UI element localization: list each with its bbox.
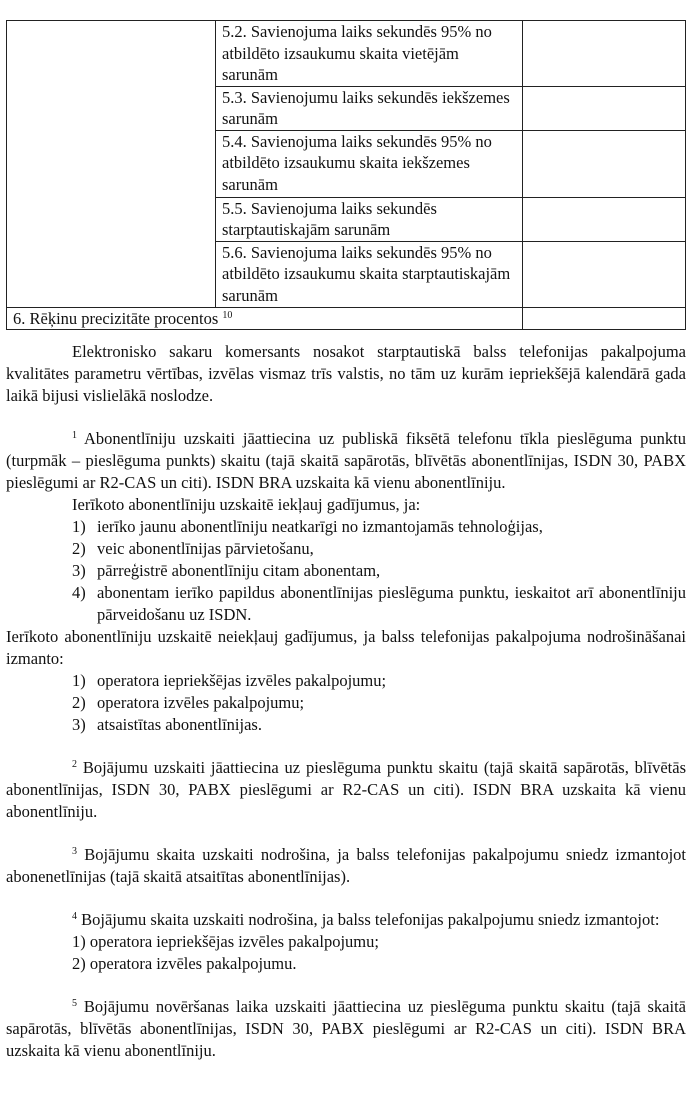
- table-cell-value: [523, 307, 686, 330]
- footnote-marker: 1: [72, 430, 77, 441]
- list-item: 1) operatora iepriekšējas izvēles pakalpojumu;: [72, 932, 379, 951]
- footnote-2: [6, 757, 686, 823]
- footnote-5: [6, 996, 686, 1062]
- list-number: 1): [72, 517, 86, 536]
- table-cell-parameter: [7, 307, 523, 330]
- exclusion-intro: Ierīkoto abonentlīniju uzskaitē neiekļauj gadījumus, ja balss telefonijas pakalpojuma nodrošināšanai izmanto:: [6, 627, 686, 668]
- footnote-marker: 2: [72, 759, 77, 770]
- footnote-text: Bojājumu novēršanas laika uzskaiti jāattiecina uz pieslēguma punktu skaitu (tajā skaitā sapārotās, blīvētās abonentlīnijas, ISDN 30, PABX pieslēgumi ar R2-CAS un citi). ISDN BRA uzskaita kā vienu abonentlīniju.: [6, 997, 686, 1060]
- list-text: atsaistītas abonentlīnijas.: [97, 715, 262, 734]
- table-cell-value: [523, 241, 686, 307]
- list-text: operatora iepriekšējas izvēles pakalpojumu;: [97, 671, 387, 690]
- table-cell-parameter: 5.3. Savienojumu laiks sekundēs iekšzemes sarunām: [216, 86, 523, 130]
- footnote-marker: 4: [72, 911, 77, 922]
- table-row: [7, 21, 686, 87]
- list-number: 2): [72, 693, 86, 712]
- list-item: [6, 714, 686, 736]
- footnote-marker: 5: [72, 998, 77, 1009]
- footnote-text: Bojājumu skaita uzskaiti nodrošina, ja balss telefonijas pakalpojumu sniedz izmantojot abonenetlīnijas (tajā skaitā atsaitītas abonentlīnijas).: [6, 845, 686, 886]
- list-text: abonentam ierīko papildus abonentlīnijas pieslēguma punktu, ieskaitot arī abonentlīniju pārveidošanu uz ISDN.: [97, 583, 686, 624]
- footnote-text: Bojājumu uzskaiti jāattiecina uz pieslēguma punktu skaitu (tajā skaitā sapārotās, blīvētās abonentlīnijas, ISDN 30, PABX pieslēgumi ar R2-CAS un citi). ISDN BRA uzskaita kā vienu abonentlīniju.: [6, 758, 686, 821]
- list-number: 3): [72, 715, 86, 734]
- table-cell-value: [523, 21, 686, 87]
- list-item: [6, 670, 686, 692]
- list-number: 2): [72, 539, 86, 558]
- footnote-ref: 10: [222, 309, 233, 321]
- table-cell-value: [523, 86, 686, 130]
- table-cell-parameter: 5.6. Savienojuma laiks sekundēs 95% no atbildēto izsaukumu skaita starptautiskajām sarunām: [216, 241, 523, 307]
- list-item: [6, 516, 686, 538]
- footnote-text: Bojājumu skaita uzskaiti nodrošina, ja balss telefonijas pakalpojumu sniedz izmantojot:: [77, 910, 660, 929]
- table-cell-parameter: 5.4. Savienojuma laiks sekundēs 95% no atbildēto izsaukumu skaita iekšzemes sarunām: [216, 130, 523, 197]
- footnote-1: [6, 428, 686, 494]
- table-cell-value: [523, 130, 686, 197]
- list-item: 2) operatora izvēles pakalpojumu.: [72, 954, 297, 973]
- list-number: 4): [72, 583, 86, 602]
- table-cell-parameter: 5.5. Savienojuma laiks sekundēs starptautiskajām sarunām: [216, 197, 523, 241]
- list-text: ierīko jaunu abonentlīniju neatkarīgi no izmantojamās tehnoloģijas,: [97, 517, 543, 536]
- footnote-4: [6, 909, 686, 931]
- list-number: 1): [72, 671, 86, 690]
- table-row: [7, 307, 686, 330]
- footnote-text: Abonentlīniju uzskaiti jāattiecina uz publiskā fiksētā telefonu tīkla pieslēguma punktu (turpmāk – pieslēguma punkts) skaitu (tajā skaitā sapārotās, blīvētās abonentlīnijas, ISDN 30, PABX pieslēgumi ar R2-CAS un citi). ISDN BRA uzskaita kā vienu abonentlīniju.: [6, 429, 686, 492]
- list-item: [6, 560, 686, 582]
- table-cell-parameter: 5.2. Savienojuma laiks sekundēs 95% no atbildēto izsaukumu skaita vietējām sarunām: [216, 21, 523, 87]
- footnote-3: [6, 844, 686, 888]
- table-cell-value: [523, 197, 686, 241]
- table-cell-empty: [7, 21, 216, 308]
- quality-parameters-table: [6, 20, 686, 330]
- row6-label: 6. Rēķinu precizitāte procentos: [13, 308, 223, 328]
- list-item: [6, 582, 686, 626]
- list-item: [6, 538, 686, 560]
- list-item: [6, 692, 686, 714]
- list-text: operatora izvēles pakalpojumu;: [97, 693, 305, 712]
- intro-paragraph: Elektronisko sakaru komersants nosakot starptautiskā balss telefonijas pakalpojuma kvalitātes parametru vērtības, izvēlas vismaz trīs valstis, no tām uz kurām iepriekšējā kalendārā gada laikā bijusi vislielākā noslodze.: [6, 342, 686, 405]
- document-body: [6, 341, 686, 1062]
- list-text: pārreģistrē abonentlīniju citam abonentam,: [97, 561, 381, 580]
- footnote-marker: 3: [72, 846, 77, 857]
- inclusion-intro: Ierīkoto abonentlīniju uzskaitē iekļauj gadījumus, ja:: [72, 495, 421, 514]
- list-number: 3): [72, 561, 86, 580]
- list-text: veic abonentlīnijas pārvietošanu,: [97, 539, 314, 558]
